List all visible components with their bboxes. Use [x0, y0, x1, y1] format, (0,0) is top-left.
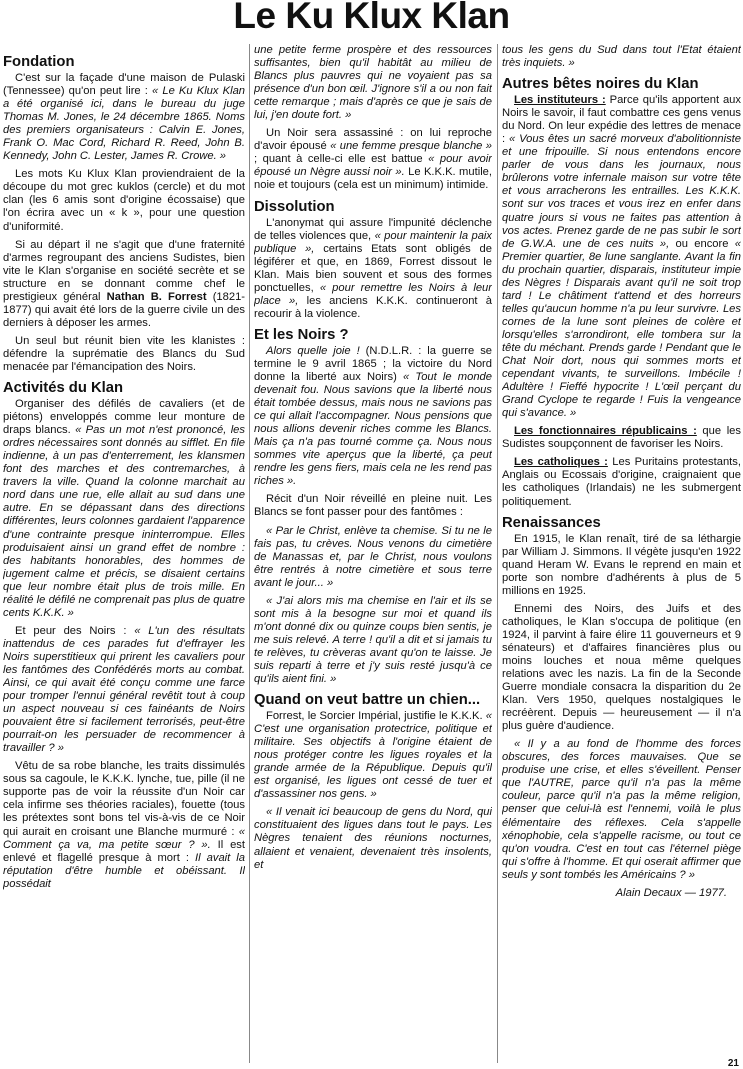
quote-paragraph: « Par le Christ, enlève ta chemise. Si tu ne le fais pas, tu crèves. Nous venons du cimetière de Manassas et, par le Christ, nous voulons être rentrés à notre cimetière et sous terre avant le jour... »: [254, 524, 492, 589]
paragraph: [254, 345, 492, 489]
text: Les Puritains protestants, Anglais ou Ecossais d'origine, craignaient que les catholiques (Irlandais) ne les submergent politiquement.: [502, 456, 741, 508]
text: ; quant à celle-ci elle est battue: [254, 153, 423, 166]
column-2: [254, 44, 492, 1063]
paragraph: [254, 710, 492, 801]
quote: « Tout le monde devenait fou. Nous savions que la liberté nous était tombée dessus, mais nous ne savions pas ce qui allait l'accompagner. Nous pensions que nous allions devenir riches comme les Blancs. Mais ça n'a pas tourné comme ça. Nous nous sommes vite aperçus que la liberté, ça peut rendre les gens fiers, mais cela ne les rend pas riches ».: [254, 370, 492, 488]
text: ou encore: [675, 237, 729, 250]
column-3: [502, 44, 741, 1063]
paragraph: [502, 425, 741, 451]
quote: Il avait la réputation d'être humble et obéissant. Il possédait: [3, 851, 245, 890]
quote-continued: tous les gens du Sud dans tout l'Etat étaient très inquiets. »: [502, 44, 741, 70]
quote: « Vous êtes un sacré morveux d'abolitionniste et une fripouille. Si nous entendons encore parler de vous dans les journaux, nous brûlerons votre infernale maison sur votre tête et vous arracherons les entrailles. Les K.K.K. sont sur vos traces et vous irez en enfer dans quatre jours si vous ne faites pas attention à vos actes. Prenez garde de ne pas subir le sort de G.W.A. une de ces nuits »,: [502, 133, 741, 250]
text: Le K.K.K. mutile, noie et toujours (cela est un minimum) intimide.: [254, 166, 492, 192]
quote-paragraph: « Il venait ici beaucoup de gens du Nord, qui constituaient des ligues dans tout le pays. Les Nègres tenaient des réunions nocturnes, allaient et venaient, devenaient très insolents, et: [254, 806, 492, 871]
text: C'est sur la façade d'une maison de Pulaski (Tennessee) qu'on peut lire :: [3, 72, 245, 98]
paragraph: [254, 127, 492, 192]
quote: « Premier quartier, 8e lune sanglante. Avant la fin du prochain quartier, disparais, instituteur impie des Nègres ! Disparais avant qu'il ne soit trop tard ! Le châtiment t'attend et des horreurs telles qu'aucun homme n'a pu leur survivre. Les cornes de la lune sont pleines de colère et lorsqu'elles s'arrondiront, elle tombera sur la tête du méchant. Prends garde ! Pendant que le Chat Noir dort, nous qui sommes morts et cependant vivants, te surveillons. Imbécile ! Adultère ! Fieffé hypocrite ! L'œil perçant du Grand Cyclope te regarde ! Fuis la vengeance qui s'avance. »: [502, 237, 741, 420]
text: que les Sudistes soupçonnent de favoriser les Noirs.: [502, 425, 741, 451]
paragraph: Récit d'un Noir réveillé en pleine nuit. Les Blancs se font passer pour des fantômes :: [254, 493, 492, 519]
quote-continued: une petite ferme prospère et des ressources suffisantes, bien qu'il habitât au milieu de Blancs plus pauvres qui ne voyaient pas sa présence d'un bon œil. J'ignore s'il a ou non fait cette remarque ; mais d'après ce que je sais de lui, j'en doute fort. »: [254, 44, 492, 122]
column-1: [3, 48, 245, 1063]
quote: « pour avoir épousé un Nègre aussi noir ».: [254, 153, 492, 179]
quote: « L'un des résultats inattendus de ces parades fut d'effrayer les Noirs superstitieux qui prirent les cavaliers pour les fantômes des Confédérés morts au combat. Ainsi, ce qui avait été conçu comme une farce pour tromper l'ennui général revêtit tout à coup un aspect nouveau si ces fainéants de Noirs pouvaient être si facilement terrorisés, peut-être pourrait-on les persuader de recommencer à travailler ? »: [3, 624, 245, 755]
section-heading-activites: Activités du Klan: [3, 380, 124, 397]
quote: « Pas un mot n'est prononcé, les ordres nécessaires sont donnés au sifflet. En file indienne, à un pas d'enterrement, les klansmen font des marches et des contremarches, à travers la ville. Quand la colonne marchait au nord dans une rue, elle allait au sud dans une autre. En se dépassant dans des directions différentes, leurs colonnes gardaient l'apparence d'une contrainte presque ininterrompue. Elles produisaient ainsi un grand effet de nombre : des habitants honorables, des hommes de jugement calme et précis, se disaient certains que leur nombre était plus de trois mille. En réalité le défilé ne comprenait pas plus de quatre cents K.K.K. »: [3, 424, 245, 619]
section-heading-et-les-noirs: Et les Noirs ?: [254, 326, 349, 343]
page-title: Le Ku Klux Klan: [233, 0, 510, 36]
text: L'anonymat qui assure l'impunité déclenche de telles violences que,: [254, 216, 492, 242]
paragraph: [502, 456, 741, 508]
paragraph: En 1915, le Klan renaît, tiré de sa léthargie par William J. Simmons. Il végète jusqu'en 1922 quand Heram W. Evans le reprend en main et porte son nombre d'adhérents à plus de 5 millions en 1925.: [502, 532, 741, 597]
text: (1821-1877) qui avait été lors de la guerre civile un des derniers à déposer les armes.: [3, 290, 245, 329]
quote: « pour remettre les Noirs à leur place »,: [254, 281, 492, 307]
quote: « Le Ku Klux Klan a été organisé ici, dans le bureau du juge Thomas M. Jones, le 24 décembre 1865. Noms des premiers organisateurs : Calvin E. Jones, Frank O. Mac Cord, Richard R. Reed, John B. Kennedy, John C. Lester, James R. Crowe. »: [3, 85, 245, 163]
section-heading-chien: Quand on veut battre un chien...: [254, 692, 481, 709]
paragraph: Ennemi des Noirs, des Juifs et des catholiques, le Klan s'occupa de politique (en 1924, il parvint à faire élire 11 gouverneurs et 9 sénateurs) et d'affaires financières plus ou moins louches et noua même quelques relations avec les nazis. La fin de la Seconde Guerre mondiale consacra la disparition du 2e Klan. Vers 1950, quelques nostalgiques le recréèrent. Depuis — heureusement — il n'a plus guère d'audience.: [502, 602, 741, 733]
quote: « une femme presque blanche »: [330, 140, 492, 153]
page-number: 21: [727, 1058, 739, 1069]
paragraph: [3, 72, 245, 163]
paragraph: Un seul but réunit bien vite les klanistes : défendre la suprématie des Blancs du Sud menacée par l'émancipation des Noirs.: [3, 334, 245, 373]
quote-paragraph: « Il y a au fond de l'homme des forces obscures, des forces mauvaises. Que se produise une crise, et elles s'éveillent. Penser que l'AUTRE, parce qu'il n'a pas la même couleur, parce qu'il n'a pas la même religion, penser que celui-là est l'ennemi, voilà le plus élémentaire des réflexes. Cela s'appelle xénophobie, cela s'appelle racisme, ou tout ce qu'on voudra. C'est en tout cas l'éternel piège qui s'offre à l'homme. Et qui oserait affirmer que seuls y sont tombés les Américains ? »: [502, 738, 741, 881]
quote: « pour maintenir la paix publique »,: [254, 229, 492, 255]
quote: Alors quelle joie !: [266, 344, 360, 357]
editor-note: (N.D.L.R. : la guerre se termine le 9 avril 1865 ; la victoire du Nord donne la liberté aux Noirs): [254, 344, 492, 383]
text: Parce qu'ils apportent aux Noirs le savoir, il faut combattre ces gens venus du Nord. On leur expédie des lettres de menace :: [502, 94, 741, 146]
paragraph: [3, 398, 245, 620]
text: Il est enlevé et flagellé presque à mort :: [3, 838, 245, 864]
quote-paragraph: « J'ai alors mis ma chemise en l'air et ils se sont mis à la besogne sur moi et quand ils m'ont donné dix ou quinze coups bien sentis, je me suis relevé. A terre ! qu'il a dit et si jamais tu te relèves, tu crèveras avant qu'on te laisse. Je suis reparti à terre et j'y suis resté jusqu'à ce qu'ils aient fini. »: [254, 594, 492, 686]
text: certains Etats sont obligés de légiférer et que, en 1869, Forrest dissout le Klan. Mais bien souvent et sous des formes ponctuelles,: [254, 242, 492, 294]
paragraph: [3, 760, 245, 890]
column-divider: [249, 44, 250, 1063]
quote: « C'est une organisation protectrice, politique et militaire. Ses objectifs à l'origine étaient de nous protéger contre les ligues royales et la grande armée de la République. Depuis qu'il est organisé, les ligues ont cessé de tuer et d'assassiner nos gens. »: [254, 710, 492, 801]
run-in-label: Les fonctionnaires républicains :: [514, 425, 697, 438]
run-in-label: Les catholiques :: [514, 456, 608, 469]
text: Organiser des défilés de cavaliers (et de piétons) enveloppés comme leur monture de draps blancs.: [3, 398, 245, 437]
paragraph: [3, 625, 245, 755]
text: Vêtu de sa robe blanche, les traits dissimulés sous sa cagoule, le K.K.K. lynche, tue, pille (il ne supporte pas de voir la réussite d'un Noir car cela infirme ses théories raciales), fouette (tous les prétextes sont bons tel vis-à-vis de ce Noir qui aurait en croisant une Blanche murmuré :: [3, 760, 245, 838]
section-heading-dissolution: Dissolution: [254, 198, 335, 215]
paragraph: [3, 239, 245, 330]
text: Et peur des Noirs :: [15, 624, 127, 637]
text: Un Noir sera assassiné : on lui reproche d'avoir épousé: [254, 127, 492, 153]
paragraph: Les mots Ku Klux Klan proviendraient de la découpe du mot grec kuklos (cercle) et du mot clan (les 6 amis sont d'origine écossaise) que l'on écrira avec un « k », pour une question d'uniformité.: [3, 168, 245, 233]
text: Si au départ il ne s'agit que d'une fraternité d'armes regroupant des anciens Sudistes, bien vite le Klan s'organise en société secrète et se structure en se donnant comme chef le prestigieux général: [3, 238, 245, 303]
section-heading-autres-betes-noires: Autres bêtes noires du Klan: [502, 76, 699, 93]
person-name: Nathan B. Forrest: [106, 290, 207, 303]
quote: « Comment ça va, ma petite sœur ? ».: [3, 825, 245, 851]
section-heading-fondation: Fondation: [3, 54, 75, 70]
paragraph: [254, 217, 492, 321]
column-divider: [497, 44, 498, 1063]
text: Forrest, le Sorcier Impérial, justifie le K.K.K.: [266, 710, 483, 723]
text: les anciens K.K.K. continueront à recourir à la violence.: [254, 294, 492, 320]
run-in-label: Les instituteurs :: [514, 94, 606, 107]
paragraph: [502, 94, 741, 420]
author-signature: Alain Decaux — 1977.: [615, 886, 727, 899]
section-heading-renaissances: Renaissances: [502, 514, 601, 531]
